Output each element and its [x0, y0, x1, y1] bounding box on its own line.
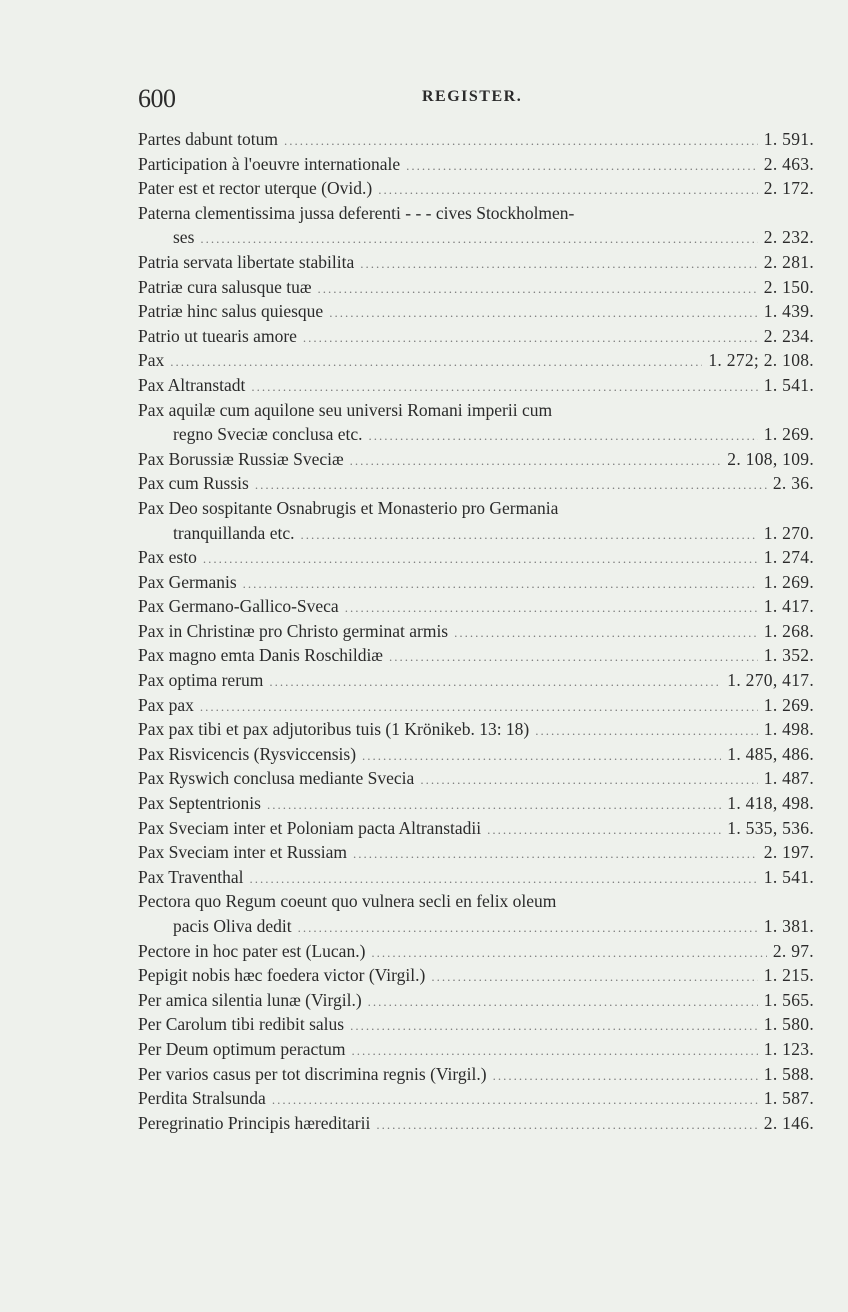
dot-leader: [303, 326, 758, 351]
entry-line: [138, 791, 814, 816]
entry-reference: 1. 272; 2. 108.: [708, 350, 814, 371]
entry-text: Pax Germano-Gallico-Sveca: [138, 596, 339, 617]
page-header: [138, 84, 738, 114]
entry-text: Pectora quo Regum coeunt quo vulnera secli en felix oleum: [138, 891, 557, 912]
dot-leader: [369, 424, 758, 449]
dot-leader: [200, 695, 758, 720]
entry-reference: 1. 270.: [763, 522, 814, 543]
entry-reference: 1. 270, 417.: [727, 670, 814, 691]
register-entry: [138, 717, 814, 742]
entry-line: [138, 373, 814, 398]
dot-leader: [329, 301, 758, 326]
dot-leader: [371, 941, 766, 966]
entry-line: [138, 496, 814, 521]
register-entry: [138, 668, 814, 693]
entry-text: Pax optima rerum: [138, 670, 264, 691]
entry-text: Patrio ut tuearis amore: [138, 325, 297, 346]
dot-leader: [431, 965, 757, 990]
entry-text: Pepigit nobis hæc foedera victor (Virgil.): [138, 965, 426, 986]
register-entry: [138, 570, 814, 595]
dot-leader: [284, 129, 758, 154]
register-entry: [138, 398, 814, 447]
entry-text: Pax aquilæ cum aquilone seu universi Romani imperii cum: [138, 399, 553, 420]
entry-continuation-line: [138, 521, 814, 546]
register-entries: [138, 127, 814, 1135]
dot-leader: [406, 154, 758, 179]
register-entry: [138, 373, 814, 398]
register-entry: [138, 496, 814, 545]
entry-line: [138, 889, 814, 914]
entry-text: Pax cum Russis: [138, 473, 249, 494]
entry-line: [138, 668, 814, 693]
entry-line: [138, 152, 814, 177]
entry-text: Perdita Stralsunda: [138, 1088, 266, 1109]
entry-reference: 1. 268.: [763, 620, 814, 641]
entry-reference: 2. 97.: [772, 940, 814, 961]
entry-reference: 1. 498.: [763, 719, 814, 740]
entry-line: [138, 447, 814, 472]
entry-reference: 2. 108, 109.: [727, 448, 814, 469]
register-entry: [138, 693, 814, 718]
entry-reference: 1. 418, 498.: [727, 793, 814, 814]
register-entry: [138, 1037, 814, 1062]
entry-line: [138, 693, 814, 718]
dot-leader: [378, 178, 758, 203]
register-entry: [138, 447, 814, 472]
register-entry: [138, 176, 814, 201]
dot-leader: [255, 473, 767, 498]
entry-text: Peregrinatio Principis hæreditarii: [138, 1112, 371, 1133]
entry-reference: 1. 274.: [763, 547, 814, 568]
register-entry: [138, 545, 814, 570]
entry-text: Pax Borussiæ Russiæ Sveciæ: [138, 448, 344, 469]
dot-leader: [350, 1014, 758, 1039]
entry-reference: 1. 269.: [763, 571, 814, 592]
entry-text: Pax Risvicencis (Rysviccensis): [138, 743, 357, 764]
entry-text: Pax magno emta Danis Roschildiæ: [138, 645, 383, 666]
entry-text: Pax Traventhal: [138, 866, 244, 887]
entry-line: [138, 766, 814, 791]
entry-reference: 1. 541.: [763, 866, 814, 887]
dot-leader: [318, 277, 758, 302]
register-entry: [138, 742, 814, 767]
entry-line: [138, 250, 814, 275]
register-entry: [138, 471, 814, 496]
entry-text: Pax Germanis: [138, 571, 237, 592]
dot-leader: [170, 350, 702, 375]
entry-reference: 2. 36.: [772, 473, 814, 494]
register-entry: [138, 250, 814, 275]
entry-text: Per amica silentia lunæ (Virgil.): [138, 989, 362, 1010]
entry-line: [138, 398, 814, 423]
entry-line: [138, 127, 814, 152]
register-entry: [138, 275, 814, 300]
entry-reference: 1. 215.: [763, 965, 814, 986]
page-number: 600: [138, 84, 176, 113]
entry-reference: 1. 123.: [763, 1038, 814, 1059]
entry-line: [138, 619, 814, 644]
entry-line: [138, 840, 814, 865]
entry-line: [138, 1037, 814, 1062]
entry-line: [138, 545, 814, 570]
register-entry: [138, 939, 814, 964]
entry-line: [138, 816, 814, 841]
register-entry: [138, 988, 814, 1013]
entry-text: Patriæ hinc salus quiesque: [138, 301, 324, 322]
register-entry: [138, 348, 814, 373]
dot-leader: [200, 227, 757, 252]
register-entry: [138, 1111, 814, 1136]
register-entry: [138, 963, 814, 988]
entry-line: [138, 742, 814, 767]
entry-line: [138, 299, 814, 324]
dot-leader: [269, 670, 721, 695]
dot-leader: [243, 572, 758, 597]
dot-leader: [376, 1113, 757, 1138]
entry-reference: 1. 541.: [763, 374, 814, 395]
entry-line: [138, 865, 814, 890]
entry-reference: 1. 269.: [763, 424, 814, 445]
entry-reference: 2. 150.: [763, 276, 814, 297]
register-entry: [138, 643, 814, 668]
entry-reference: 1. 439.: [763, 301, 814, 322]
dot-leader: [203, 547, 758, 572]
entry-reference: 1. 587.: [763, 1088, 814, 1109]
entry-text: Per varios casus per tot discrimina regnis (Virgil.): [138, 1063, 487, 1084]
entry-reference: 1. 487.: [763, 768, 814, 789]
dot-leader: [368, 990, 758, 1015]
entry-text: Pax Altranstadt: [138, 374, 246, 395]
register-entry: [138, 299, 814, 324]
entry-reference: 1. 352.: [763, 645, 814, 666]
entry-text: Patriæ cura salusque tuæ: [138, 276, 312, 297]
entry-line: [138, 570, 814, 595]
entry-text: pacis Oliva dedit: [173, 916, 292, 936]
register-entry: [138, 127, 814, 152]
entry-reference: 1. 417.: [763, 596, 814, 617]
entry-text: Pax Septentrionis: [138, 793, 261, 814]
entry-reference: 1. 485, 486.: [727, 743, 814, 764]
dot-leader: [298, 916, 758, 941]
entry-reference: 1. 381.: [763, 916, 814, 936]
entry-text: Pax pax: [138, 694, 194, 715]
dot-leader: [267, 793, 721, 818]
entry-text: Participation à l'oeuvre internationale: [138, 153, 401, 174]
entry-text: Per Deum optimum peractum: [138, 1038, 346, 1059]
entry-line: [138, 201, 814, 226]
entry-text: Partes dabunt totum: [138, 129, 278, 149]
entry-reference: 2. 232.: [763, 227, 814, 248]
dot-leader: [272, 1088, 758, 1113]
entry-text: Pax Sveciam inter et Poloniam pacta Altranstadii: [138, 817, 482, 838]
entry-text: Pax Sveciam inter et Russiam: [138, 842, 347, 863]
entry-text: Pax in Christinæ pro Christo germinat armis: [138, 620, 449, 641]
register-entry: [138, 1062, 814, 1087]
entry-reference: 2. 234.: [763, 325, 814, 346]
running-title: REGISTER.: [422, 88, 523, 105]
entry-line: [138, 643, 814, 668]
dot-leader: [362, 744, 721, 769]
dot-leader: [350, 449, 722, 474]
register-entry: [138, 619, 814, 644]
dot-leader: [493, 1064, 758, 1089]
entry-reference: 1. 565.: [763, 989, 814, 1010]
entry-line: [138, 988, 814, 1013]
entry-reference: 2. 146.: [763, 1112, 814, 1133]
register-entry: [138, 594, 814, 619]
dot-leader: [251, 375, 757, 400]
entry-text: Pax esto: [138, 547, 197, 568]
entry-text: Patria servata libertate stabilita: [138, 251, 355, 272]
entry-line: [138, 963, 814, 988]
entry-reference: 1. 535, 536.: [727, 817, 814, 838]
entry-text: Pax pax tibi et pax adjutoribus tuis (1 Krönikeb. 13: 18): [138, 719, 530, 740]
entry-line: [138, 324, 814, 349]
entry-line: [138, 1111, 814, 1136]
entry-reference: 2. 172.: [763, 178, 814, 199]
register-entry: [138, 840, 814, 865]
entry-continuation-line: [138, 225, 814, 250]
dot-leader: [535, 719, 758, 744]
entry-text: Pax Ryswich conclusa mediante Svecia: [138, 768, 415, 789]
entry-text: tranquillanda etc.: [173, 522, 295, 543]
entry-continuation-line: [138, 914, 814, 939]
register-entry: [138, 791, 814, 816]
entry-text: ses: [173, 227, 195, 248]
entry-reference: 1. 580.: [763, 1014, 814, 1035]
dot-leader: [345, 596, 758, 621]
register-entry: [138, 766, 814, 791]
register-entry: [138, 1086, 814, 1111]
dot-leader: [389, 645, 758, 670]
entry-line: [138, 471, 814, 496]
entry-line: [138, 717, 814, 742]
register-entry: [138, 152, 814, 177]
entry-reference: 2. 463.: [763, 153, 814, 174]
entry-text: Pax: [138, 350, 165, 371]
entry-text: Per Carolum tibi redibit salus: [138, 1014, 345, 1035]
entry-continuation-line: [138, 422, 814, 447]
entry-line: [138, 1086, 814, 1111]
entry-line: [138, 594, 814, 619]
entry-line: [138, 176, 814, 201]
register-entry: [138, 201, 814, 250]
dot-leader: [454, 621, 758, 646]
dot-leader: [360, 252, 758, 277]
entry-line: [138, 939, 814, 964]
dot-leader: [487, 818, 721, 843]
register-entry: [138, 816, 814, 841]
dot-leader: [420, 768, 757, 793]
entry-text: Pectore in hoc pater est (Lucan.): [138, 940, 366, 961]
register-entry: [138, 1012, 814, 1037]
entry-reference: 2. 281.: [763, 251, 814, 272]
entry-reference: 2. 197.: [763, 842, 814, 863]
entry-line: [138, 275, 814, 300]
dot-leader: [352, 1039, 758, 1064]
entry-reference: 1. 591.: [763, 129, 814, 149]
entry-line: [138, 348, 814, 373]
entry-line: [138, 1062, 814, 1087]
register-entry: [138, 889, 814, 938]
dot-leader: [353, 842, 758, 867]
register-entry: [138, 865, 814, 890]
entry-text: Pater est et rector uterque (Ovid.): [138, 178, 373, 199]
dot-leader: [250, 867, 758, 892]
entry-text: Paterna clementissima jussa deferenti - - - cives Stockholmen-: [138, 202, 575, 223]
entry-reference: 1. 588.: [763, 1063, 814, 1084]
entry-text: regno Sveciæ conclusa etc.: [173, 424, 363, 445]
entry-text: Pax Deo sospitante Osnabrugis et Monasterio pro Germania: [138, 497, 559, 518]
entry-reference: 1. 269.: [763, 694, 814, 715]
dot-leader: [300, 523, 757, 548]
register-entry: [138, 324, 814, 349]
entry-line: [138, 1012, 814, 1037]
